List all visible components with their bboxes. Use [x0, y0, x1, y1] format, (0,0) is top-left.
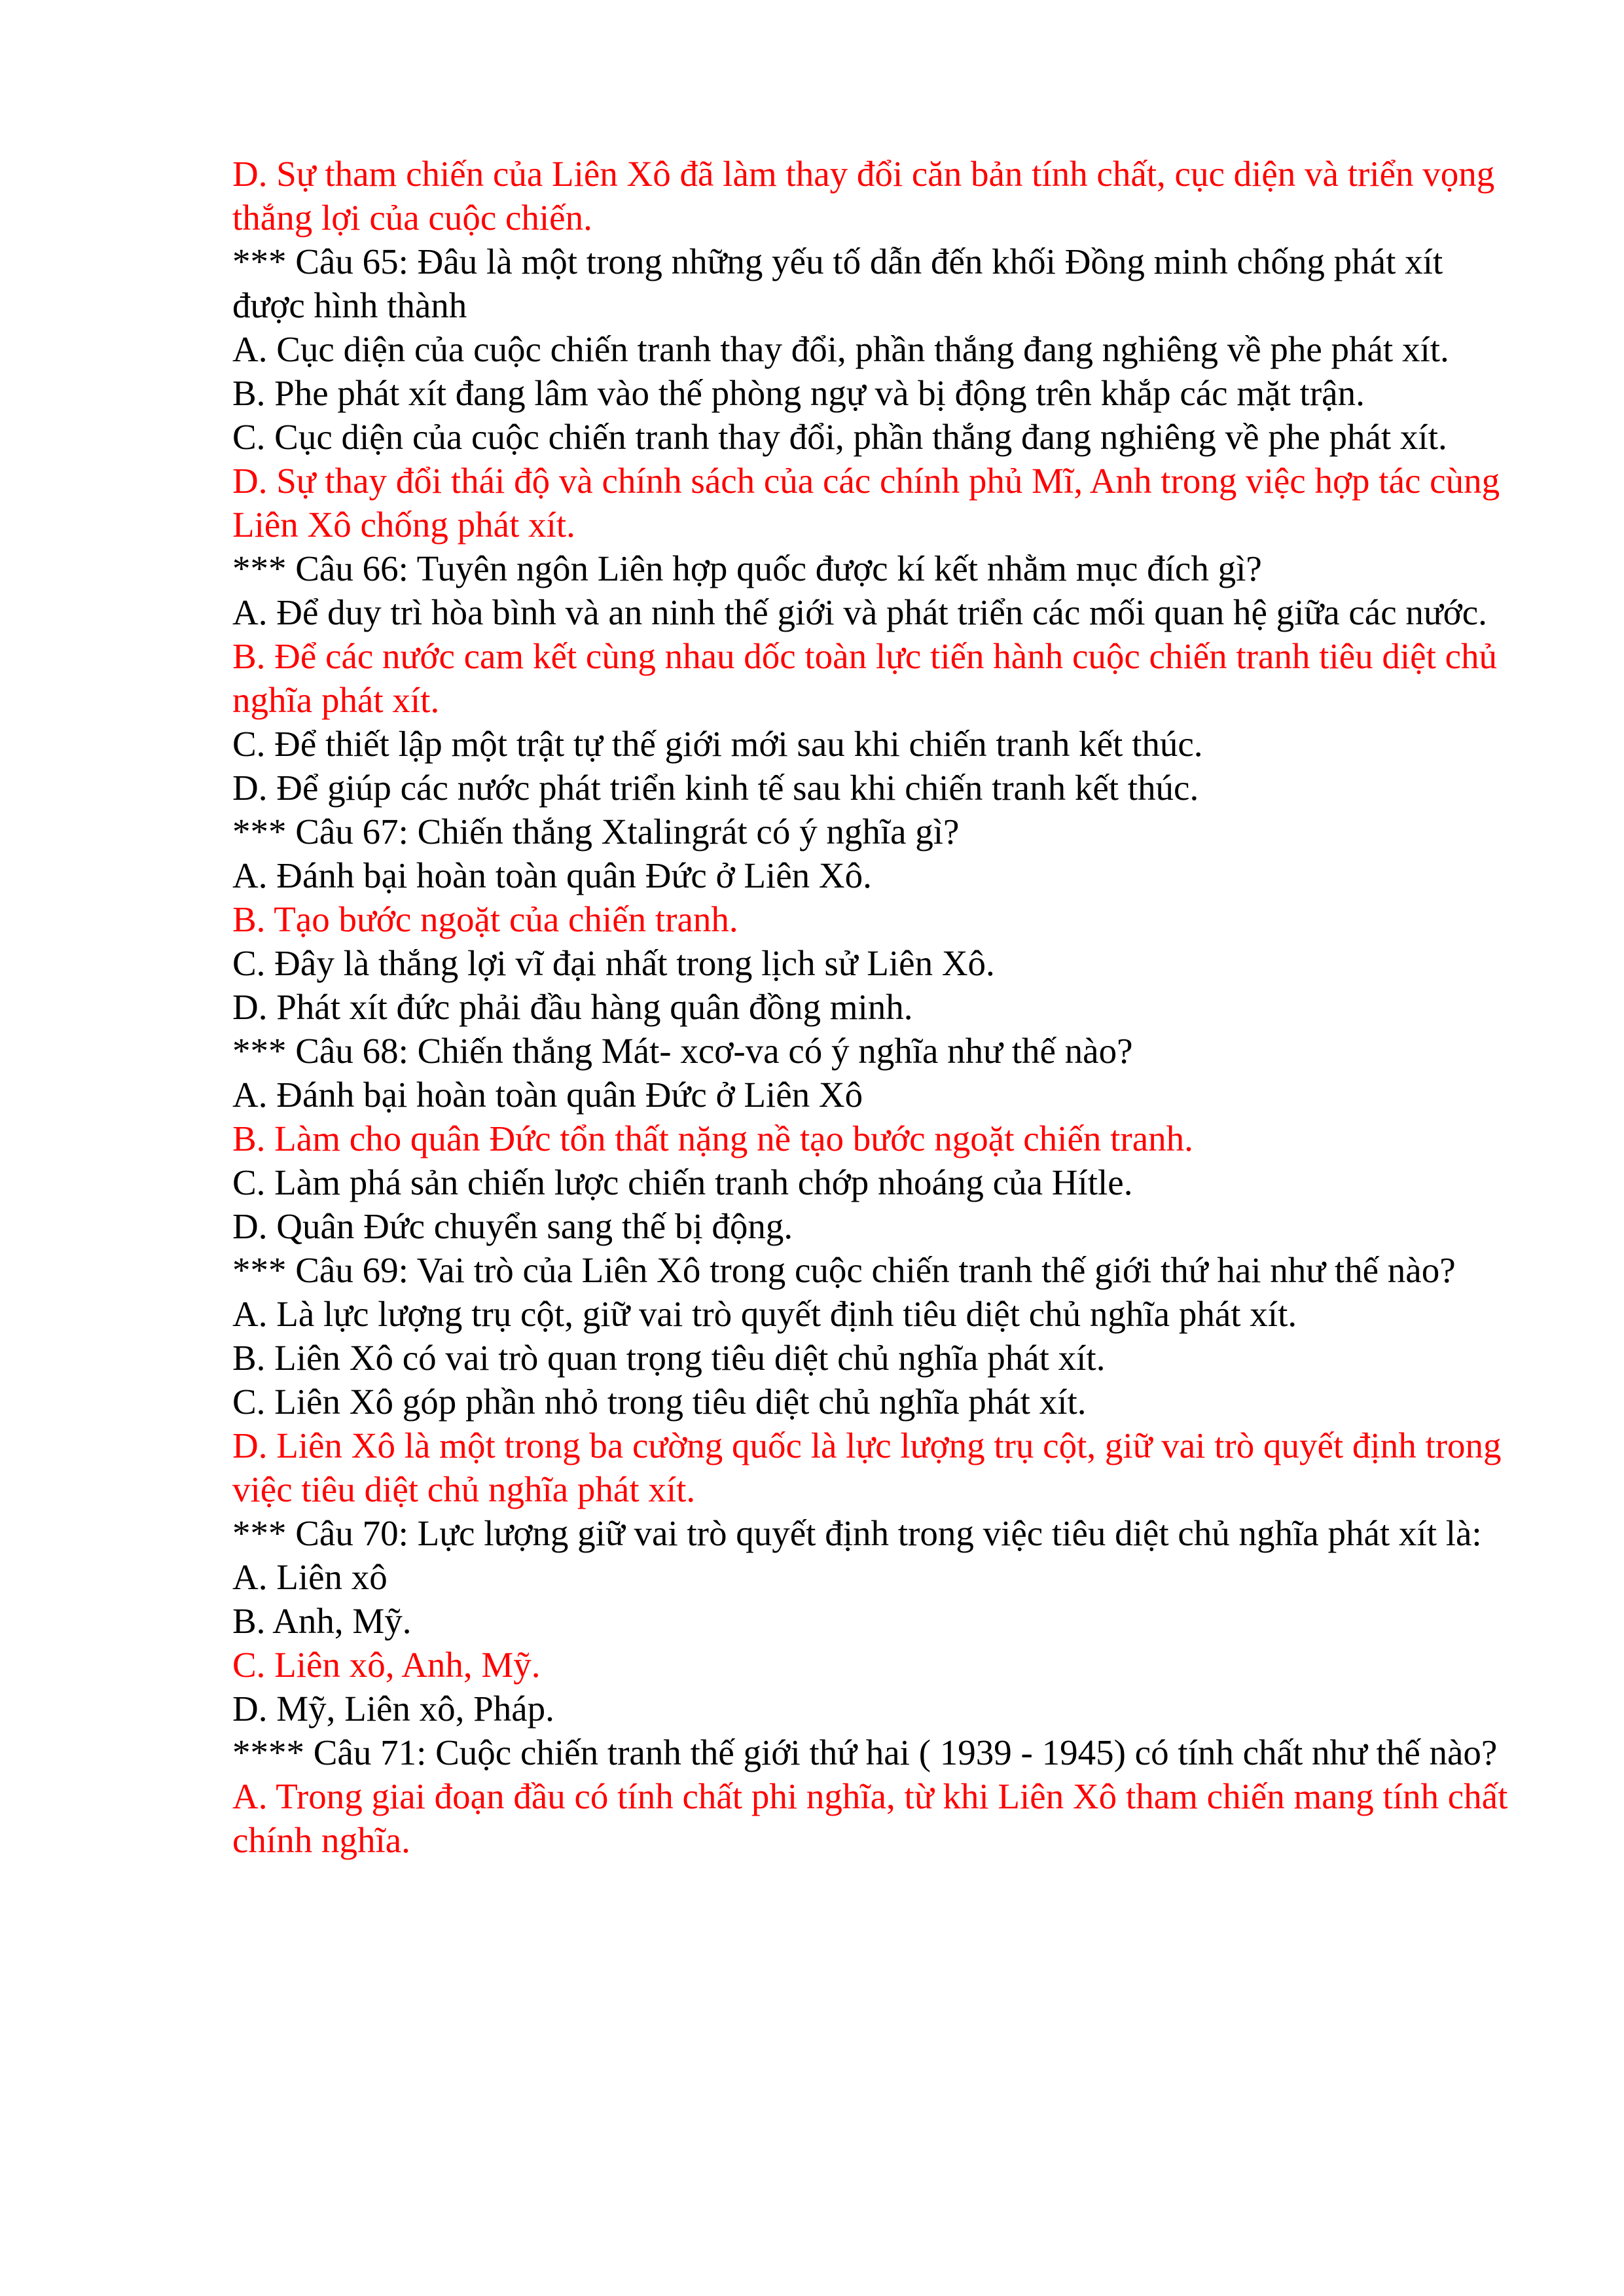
question-line: *** Câu 65: Đâu là một trong những yếu tố dẫn đến khối Đồng minh chống phát xít được hình thành	[232, 242, 1443, 325]
question-line: *** Câu 69: Vai trò của Liên Xô trong cuộc chiến tranh thế giới thứ hai như thế nào?	[232, 1250, 1456, 1290]
option-line: A. Để duy trì hòa bình và an ninh thế giới và phát triển các mối quan hệ giữa các nước.	[232, 592, 1487, 632]
answer-line: A. Trong giai đoạn đầu có tính chất phi nghĩa, từ khi Liên Xô tham chiến mang tính chất chính nghĩa.	[232, 1776, 1508, 1860]
option-line: B. Anh, Mỹ.	[232, 1601, 412, 1641]
option-line: A. Là lực lượng trụ cột, giữ vai trò quyết định tiêu diệt chủ nghĩa phát xít.	[232, 1294, 1297, 1334]
answer-line: D. Liên Xô là một trong ba cường quốc là lực lượng trụ cột, giữ vai trò quyết định trong việc tiêu diệt chủ nghĩa phát xít.	[232, 1426, 1502, 1509]
answer-line: D. Sự thay đổi thái độ và chính sách của các chính phủ Mĩ, Anh trong việc hợp tác cùng Liên Xô chống phát xít.	[232, 461, 1500, 545]
answer-line: B. Để các nước cam kết cùng nhau dốc toàn lực tiến hành cuộc chiến tranh tiêu diệt chủ nghĩa phát xít.	[232, 636, 1498, 720]
answer-line: C. Liên xô, Anh, Mỹ.	[232, 1645, 541, 1685]
option-line: C. Liên Xô góp phần nhỏ trong tiêu diệt chủ nghĩa phát xít.	[232, 1382, 1087, 1422]
option-line: B. Phe phát xít đang lâm vào thế phòng ngự và bị động trên khắp các mặt trận.	[232, 373, 1365, 413]
answer-line: B. Làm cho quân Đức tổn thất nặng nề tạo bước ngoặt chiến tranh.	[232, 1119, 1193, 1158]
option-line: C. Làm phá sản chiến lược chiến tranh chớp nhoáng của Hítle.	[232, 1162, 1133, 1202]
option-line: A. Cục diện của cuộc chiến tranh thay đổi, phần thắng đang nghiêng về phe phát xít.	[232, 329, 1449, 369]
option-line: D. Quân Đức chuyển sang thế bị động.	[232, 1206, 793, 1246]
option-line: A. Đánh bại hoàn toàn quân Đức ở Liên Xô	[232, 1075, 863, 1115]
option-line: C. Cục diện của cuộc chiến tranh thay đổi, phần thắng đang nghiêng về phe phát xít.	[232, 417, 1447, 457]
option-line: C. Để thiết lập một trật tự thế giới mới sau khi chiến tranh kết thúc.	[232, 724, 1203, 764]
question-line: **** Câu 71: Cuộc chiến tranh thế giới thứ hai ( 1939 - 1945) có tính chất như thế nào?	[232, 1732, 1498, 1772]
option-line: D. Để giúp các nước phát triển kinh tế sau khi chiến tranh kết thúc.	[232, 768, 1199, 808]
question-line: *** Câu 66: Tuyên ngôn Liên hợp quốc được kí kết nhằm mục đích gì?	[232, 548, 1262, 588]
option-line: A. Liên xô	[232, 1557, 388, 1597]
question-line: *** Câu 70: Lực lượng giữ vai trò quyết định trong việc tiêu diệt chủ nghĩa phát xít là:	[232, 1513, 1482, 1553]
answer-line: D. Sự tham chiến của Liên Xô đã làm thay đổi căn bản tính chất, cục diện và triển vọng thắng lợi của cuộc chiến.	[232, 154, 1495, 238]
option-line: D. Mỹ, Liên xô, Pháp.	[232, 1689, 554, 1729]
option-line: C. Đây là thắng lợi vĩ đại nhất trong lịch sử Liên Xô.	[232, 943, 995, 983]
option-line: B. Liên Xô có vai trò quan trọng tiêu diệt chủ nghĩa phát xít.	[232, 1338, 1106, 1378]
document-page	[232, 152, 1515, 1862]
option-line: A. Đánh bại hoàn toàn quân Đức ở Liên Xô.	[232, 855, 872, 895]
question-line: *** Câu 67: Chiến thắng Xtalingrát có ý nghĩa gì?	[232, 812, 960, 852]
question-line: *** Câu 68: Chiến thắng Mát- xcơ-va có ý nghĩa như thế nào?	[232, 1031, 1133, 1071]
option-line: D. Phát xít đức phải đầu hàng quân đồng minh.	[232, 987, 913, 1027]
answer-line: B. Tạo bước ngoặt của chiến tranh.	[232, 899, 738, 939]
